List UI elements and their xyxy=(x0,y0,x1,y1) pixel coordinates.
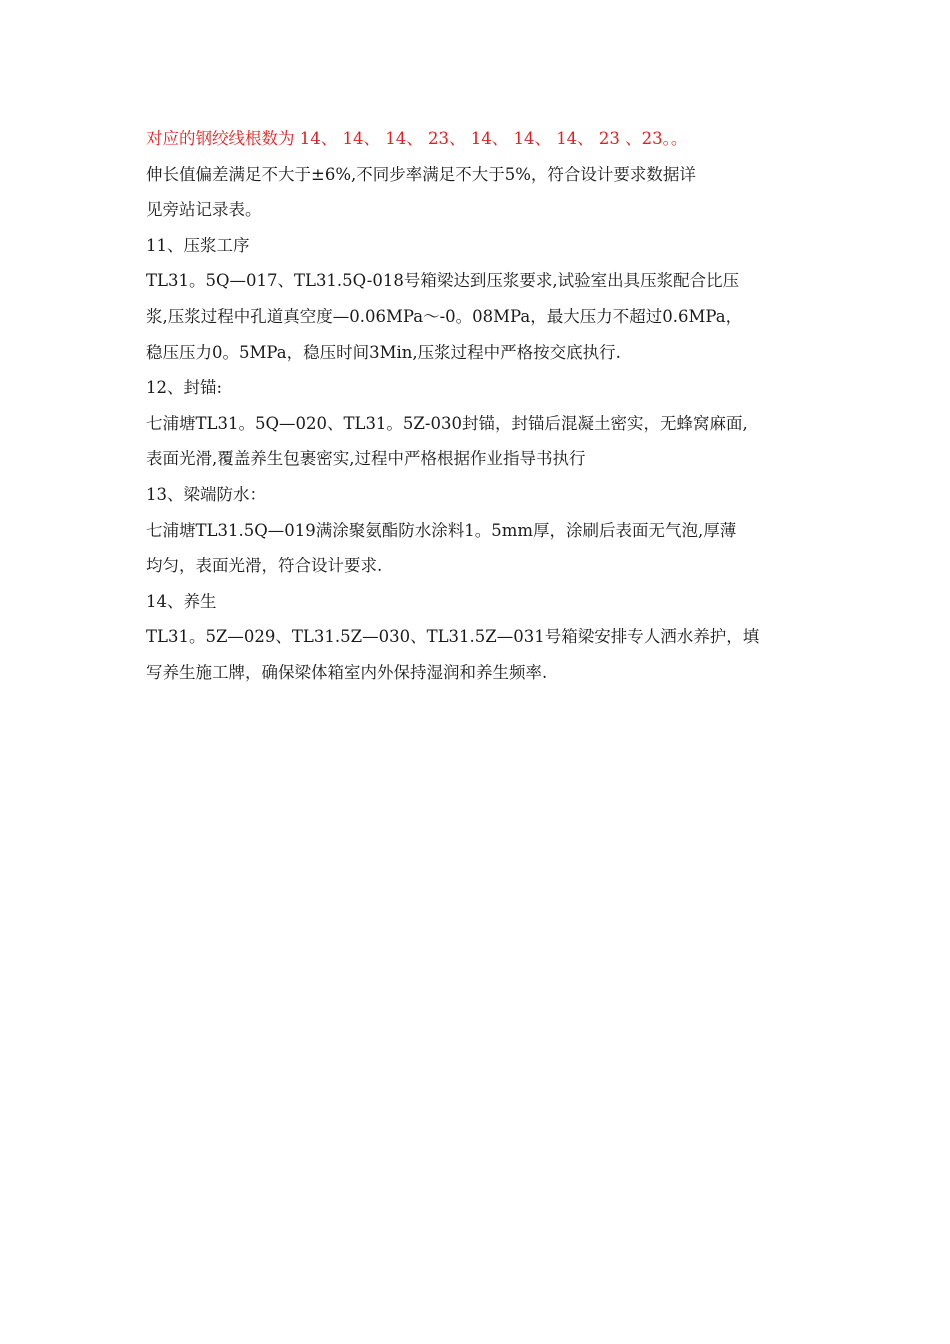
section-heading-beam-end-waterproofing: 13、梁端防水： xyxy=(146,484,266,504)
section-heading-grouting: 11、压浆工序 xyxy=(146,235,250,255)
anchor-sealing-text-line-1: 七浦塘TL31。5Q—020、TL31。5Z-030封锚，封锚后混凝土密实，无蜂窝麻面, xyxy=(146,413,748,433)
section-heading-curing: 14、养生 xyxy=(146,591,217,611)
waterproofing-text-line-1: 七浦塘TL31.5Q—019满涂聚氨酯防水涂料1。5mm厚，涂刷后表面无气泡,厚薄 xyxy=(146,520,737,540)
grouting-text-line-3: 稳压压力0。5MPa，稳压时间3Min,压浆过程中严格按交底执行. xyxy=(146,342,621,362)
elongation-text-line-2: 见旁站记录表。 xyxy=(146,200,262,220)
anchor-sealing-text-line-2: 表面光滑,覆盖养生包裹密实,过程中严格根据作业指导书执行 xyxy=(146,449,586,469)
section-heading-anchor-sealing: 12、封锚: xyxy=(146,378,223,398)
elongation-text-line-1: 伸长值偏差满足不大于±6%,不同步率满足不大于5%，符合设计要求数据详 xyxy=(146,164,696,184)
strand-count-line: 对应的钢绞线根数为 14、 14、 14、 23、 14、 14、 14、 23 、23。。 xyxy=(146,129,688,148)
curing-text-line-1: TL31。5Z—029、TL31.5Z—030、TL31.5Z—031号箱梁安排专人洒水养护，填 xyxy=(146,627,760,647)
grouting-text-line-1: TL31。5Q—017、TL31.5Q-018号箱梁达到压浆要求,试验室出具压浆配合比压 xyxy=(146,271,740,291)
waterproofing-text-line-2: 均匀，表面光滑，符合设计要求. xyxy=(146,556,383,576)
grouting-text-line-2: 浆,压浆过程中孔道真空度—0.06MPa～-0。08MPa，最大压力不超过0.6MPa， xyxy=(146,306,743,326)
document-body xyxy=(146,121,806,691)
curing-text-line-2: 写养生施工牌，确保梁体箱室内外保持湿润和养生频率. xyxy=(146,662,548,682)
